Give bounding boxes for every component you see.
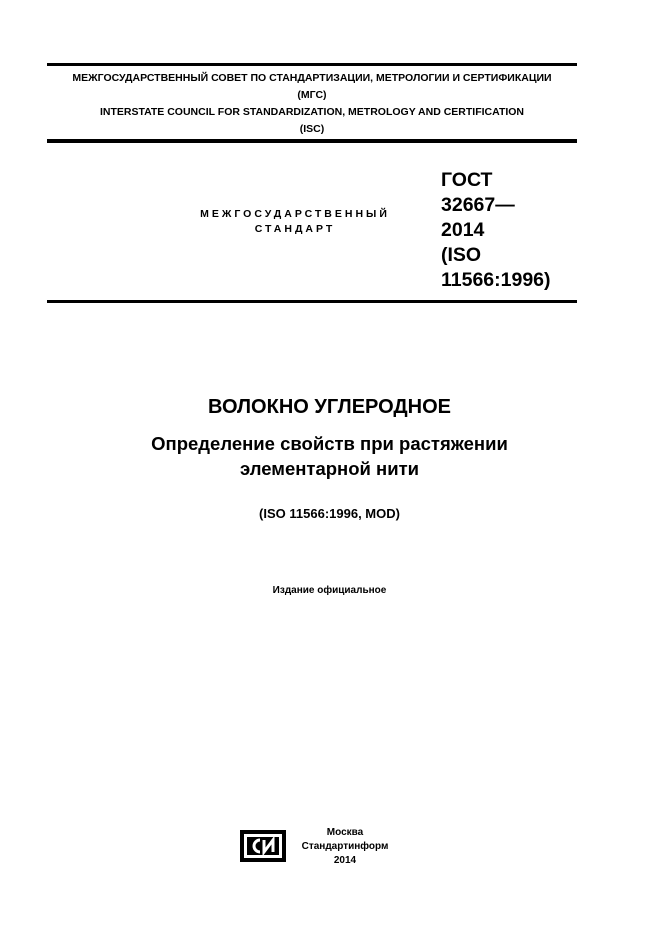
iso-reference: (ISO 11566:1996, MOD) xyxy=(259,506,400,521)
gost-line-3: 2014 xyxy=(441,219,485,241)
document-subtitle xyxy=(47,431,612,481)
gost-line-5: 11566:1996) xyxy=(441,269,551,291)
council-abbr-ru: (МГС) xyxy=(297,89,327,101)
standard-kind-line1: МЕЖГОСУДАРСТВЕННЫЙ xyxy=(200,208,390,220)
publisher-city: Москва xyxy=(326,827,364,838)
header-rule xyxy=(47,139,577,143)
subtitle-line-2: элементарной нити xyxy=(239,458,420,479)
publisher-block xyxy=(290,826,400,868)
top-rule xyxy=(47,63,577,66)
gost-line-4: (ISO xyxy=(441,244,482,266)
council-name-ru: МЕЖГОСУДАРСТВЕННЫЙ СОВЕТ ПО СТАНДАРТИЗАЦИИ, МЕТРОЛОГИИ И СЕРТИФИКАЦИИ xyxy=(72,72,552,84)
standard-kind xyxy=(160,207,430,237)
council-name-en: INTERSTATE COUNCIL FOR STANDARDIZATION, METROLOGY AND CERTIFICATION xyxy=(99,106,525,118)
standard-kind-line2: СТАНДАРТ xyxy=(254,223,336,235)
subtitle-line-1: Определение свойств при растяжении xyxy=(151,433,508,454)
publisher-year: 2014 xyxy=(333,855,357,866)
edition-note: Издание официальное xyxy=(272,585,387,596)
designation-rule xyxy=(47,300,577,303)
publisher-name: Стандартинформ xyxy=(301,841,389,852)
document-title: ВОЛОКНО УГЛЕРОДНОЕ xyxy=(208,396,451,418)
council-header xyxy=(47,70,577,138)
gost-line-2: 32667— xyxy=(441,194,515,216)
gost-designation xyxy=(441,168,581,293)
standartinform-logo-icon xyxy=(240,830,286,862)
council-abbr-en: (ISC) xyxy=(299,123,325,135)
gost-line-1: ГОСТ xyxy=(441,169,493,191)
